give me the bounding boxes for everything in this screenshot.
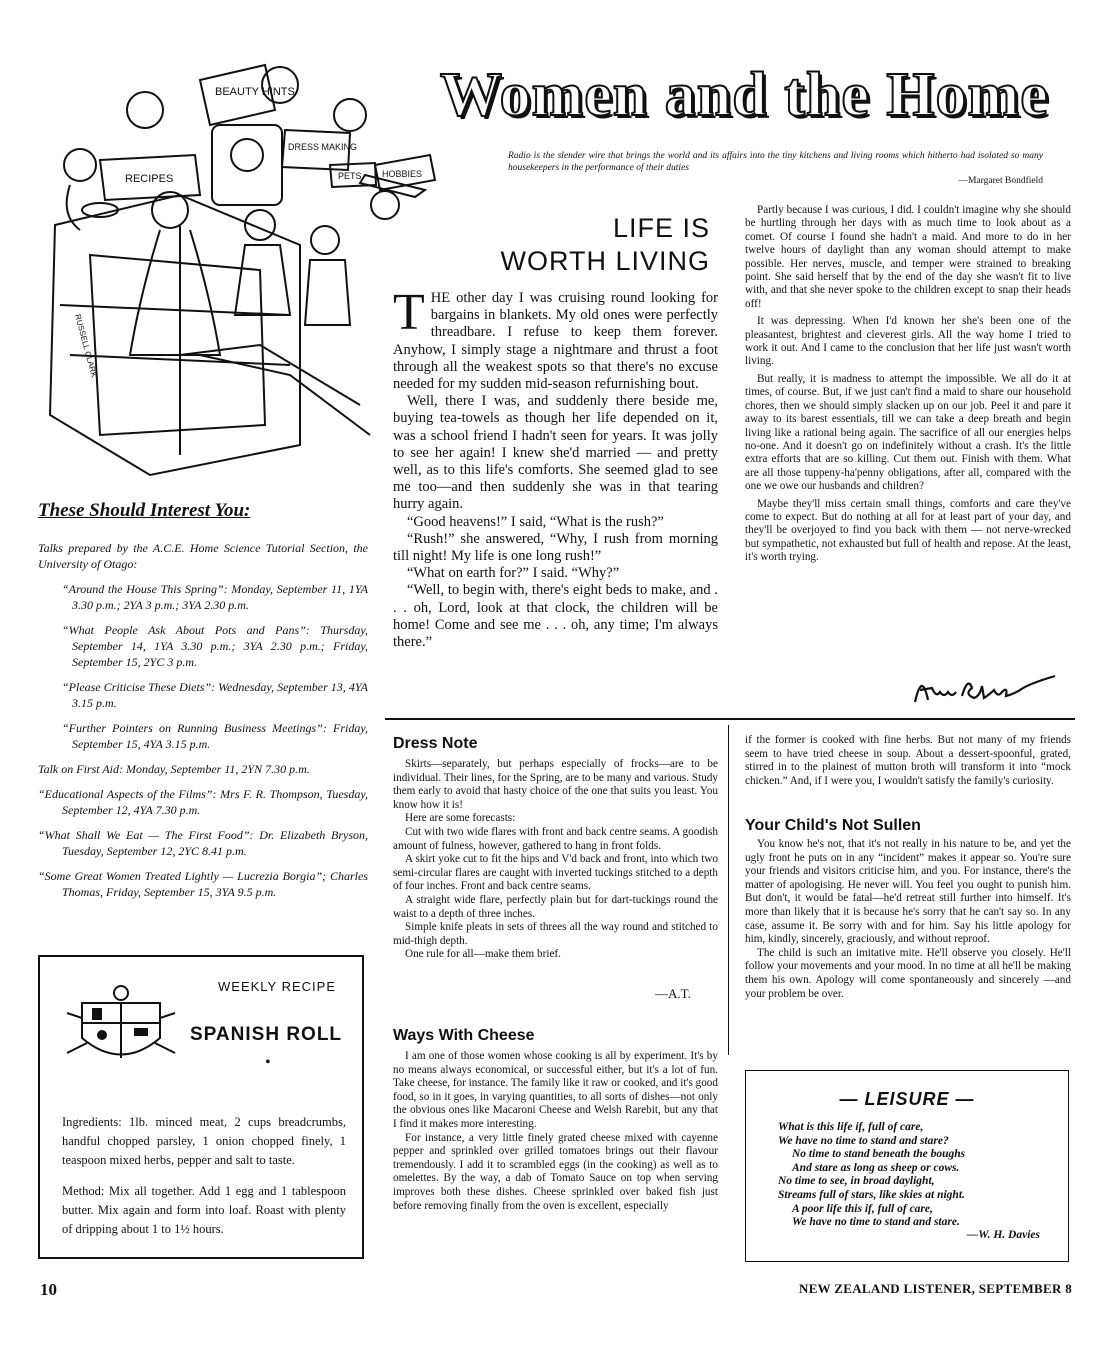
quote-attribution: —Margaret Bondfield xyxy=(958,176,1043,186)
author-signature xyxy=(910,666,1060,710)
talk-item: “Further Pointers on Running Business Meetings”: Friday, September 15, 4YA 3.15 p.m. xyxy=(62,721,368,751)
article-title-line: WORTH LIVING xyxy=(500,246,710,276)
illus-label-pets: PETS xyxy=(338,171,362,181)
cheese-heading: Ways With Cheese xyxy=(393,1027,535,1044)
poem-line: We have no time to stand and stare? xyxy=(778,1134,949,1147)
dress-paragraph: Cut with two wide flares with front and back centre seams. A goodish amount of fulness, however, gathered to hang in front folds. xyxy=(393,825,718,852)
article-body xyxy=(393,284,718,651)
leisure-poem-box xyxy=(745,1070,1069,1262)
article-title-line: LIFE IS xyxy=(612,213,710,243)
talk-item: “What Shall We Eat — The First Food”: Dr. Elizabeth Bryson, Tuesday, September 12, 2YC 8.41 p.m. xyxy=(38,828,368,858)
dress-paragraph: Skirts—separately, but perhaps especially of frocks—are to be individual. Their lines, for the Spring, are to be many and various. Study them early to avoid that hasty choice of the one that suits you least. You know how it is! xyxy=(393,758,718,811)
talk-item: “Some Great Women Treated Lightly — Lucrezia Borgia”; Charles Thomas, Friday, September 15, 3YA 9.5 p.m. xyxy=(38,869,368,899)
illus-artist: RUSSELL CLARK xyxy=(73,313,99,379)
cheese-paragraph: For instance, a very little finely grated cheese mixed with cayenne pepper and sprinkled over grilled tomatoes brings out their flavour tremendously. I add it to scrambled eggs (in the cooking) as well as to omelettes. By the way, a dab of Tomato Sauce on top when serving improves both these dishes. Cheese sprinkled over baked fish just before removing finally from the oven is excellent, especially xyxy=(393,1131,718,1212)
article-continued xyxy=(745,204,1071,569)
recipe-label: WEEKLY RECIPE xyxy=(218,979,336,994)
article-paragraph-text: HE other day I was cruising round looking for bargains in blankets. My old ones were perfectly threadbare. I refuse to keep them forever. Anyhow, I simply stage a nightmare and thrust a foot through all the weakest spots so that there's no excuse needed for my sudden mid-season refurnishing bout. xyxy=(393,290,718,393)
recipe-method: Method: Mix all together. Add 1 egg and 1 tablespoon butter. Mix again and form into loaf. Roast with plenty of dripping about 1 to 1½ hours. xyxy=(62,1184,346,1236)
section-divider xyxy=(385,718,1075,720)
recipe-ingredients: Ingredients: 1lb. minced meat, 2 cups breadcrumbs, handful chopped parsley, 1 onion chopped finely, 1 teaspoon mixed herbs, pepper and salt to taste. xyxy=(62,1115,346,1167)
poem-line: Streams full of stars, like skies at night. xyxy=(778,1188,965,1201)
dress-note-author: —A.T. xyxy=(655,986,691,1001)
article-paragraph: “Well, to begin with, there's eight beds to make, and . . . oh, Lord, look at that clock, the children will be home! Come and see me . . . oh, any time; I'm always there.” xyxy=(393,582,718,651)
illus-label-hobbies: HOBBIES xyxy=(382,169,423,179)
dress-note-heading: Dress Note xyxy=(393,735,478,752)
talk-item: “What People Ask About Pots and Pans”: Thursday, September 14, 1YA 3.30 p.m.; 3YA 2.30 p.m.; Friday, September 15, 2YC 3 p.m. xyxy=(62,623,368,669)
child-paragraph: The child is such an imitative mite. He'll observe you closely. He'll follow your movements and your mood. In no time at all he'll be making them his own. Apology will come spontaneously and sincerely —and your problem be over. xyxy=(745,946,1071,1000)
interest-heading: These Should Interest You: xyxy=(38,500,251,521)
recipe-name: SPANISH ROLL xyxy=(190,1024,343,1045)
article-paragraph: “Rush!” she answered, “Why, I rush from morning till night! My life is one long rush!” xyxy=(393,530,718,565)
poem-line: A poor life this if, full of care, xyxy=(792,1202,933,1215)
poem-line: No time to stand beneath the boughs xyxy=(792,1148,966,1161)
page-title: Women and the Home xyxy=(440,61,1049,129)
recipe-dot: • xyxy=(265,1054,271,1071)
dress-paragraph: One rule for all—make them brief. xyxy=(405,948,561,961)
article-paragraph: Maybe they'll miss certain small things, comforts and care they've come to expect. But do nothing at all for at least part of your day, and they'll be overjoyed to find you back with them — not nerve-wrecked but sympathetic, not exhausted but full of health and repose. At the least, it's worth trying. xyxy=(745,497,1071,564)
cheese-continued: if the former is cooked with fine herbs. But not many of my friends seem to have tried cheese in soup. About a dessert-spoonful, grated, stirred in to the plainest of mutton broth will transform it into “mock chicken.” And, if I were you, I wouldn't satisfy the family's curiosity. xyxy=(745,734,1071,787)
article-paragraph: “Good heavens!” I said, “What is the rush?” xyxy=(407,513,664,530)
talks-intro: Talks prepared by the A.C.E. Home Science Tutorial Section, the University of Otago: xyxy=(38,541,368,571)
dress-paragraph: A straight wide flare, perfectly plain but for dart-tuckings round the waist to a depth of three inches. xyxy=(393,893,718,920)
dress-paragraph: Here are some forecasts: xyxy=(405,812,516,825)
illus-label-recipes: RECIPES xyxy=(125,173,174,185)
poem-line: We have no time to stand and stare. xyxy=(792,1216,960,1229)
poem-line: No time to see, in broad daylight, xyxy=(778,1175,935,1188)
kitchen-crest-icon xyxy=(62,983,180,1073)
article-title xyxy=(500,212,710,278)
drop-cap: T xyxy=(393,284,425,341)
cheese-paragraph: I am one of those women whose cooking is all by experiment. It's by no means always economical, or successful either, but it's a lot of fun. Take cheese, for instance. The family like it raw or cooked, and it's good food, so in it goes, in varying quantities, to all sorts of dishes—not only the obvious ones like Macaroni Cheese and Welsh Rarebit, but any that I find it makes more interesting. xyxy=(393,1050,718,1130)
dress-note-body xyxy=(393,758,718,962)
child-body xyxy=(745,838,1071,1001)
talk-item: “Please Criticise These Diets”: Wednesday, September 13, 4YA 3.15 p.m. xyxy=(62,680,368,710)
talk-item: “Educational Aspects of the Films”: Mrs F. R. Thompson, Tuesday, September 12, 4YA 7.30 p.m. xyxy=(38,787,368,817)
poem-line: What is this life if, full of care, xyxy=(778,1121,924,1133)
masthead-quote: Radio is the slender wire that brings the world and its affairs into the tiny kitchens and living rooms which hitherto had isolated so many housekeepers in the performance of their duties xyxy=(508,151,1043,173)
article-paragraph: It was depressing. When I'd known her she's been one of the pleasantest, brightest and cleverest girls. All the way home I tried to work it out. And I came to the conclusion that her life just wasn't worth living. xyxy=(745,315,1071,368)
poem-title: — LEISURE — xyxy=(839,1089,975,1109)
article-paragraph: Well, there I was, and suddenly there beside me, buying tea-towels as though her life depended on it, was a school friend I hadn't seen for years. It was jolly to see her again! I knew she'd married — and pretty well, as to this life's comforts. She seemed glad to see me too—and then suddenly she was in that tearing hurry again. xyxy=(393,393,718,513)
talk-item: Talk on First Aid: Monday, September 11, 2YN 7.30 p.m. xyxy=(38,762,310,776)
illus-label-dress: DRESS MAKING xyxy=(288,142,358,152)
article-paragraph: “What on earth for?” I said. “Why?” xyxy=(407,565,620,582)
poem-line: And stare as long as sheep or cows. xyxy=(792,1161,960,1174)
publication-footer: NEW ZEALAND LISTENER, SEPTEMBER 8 xyxy=(799,1281,1072,1296)
article-paragraph xyxy=(393,284,718,393)
column-rule xyxy=(728,725,729,1055)
poem-text xyxy=(778,1121,1058,1230)
article-paragraph: But really, it is madness to attempt the impossible. We all do it at times, of course. But, if we just can't find a maid to share our household chores, then we should simply slacken up on our job. Peel it and pare it away to its barest essentials, till we can take a deep breath and begin living like a rational being again. The sacrifice of all our energies helps no-one. And it doesn't go on indefinitely without a crash. It's the little extra efforts that are so killing. Cut them out. Finish with them. What are all those tuppeny-ha'penny obligations, after all, compared with the one we owe our husbands and children? xyxy=(745,372,1071,493)
dress-paragraph: Simple knife pleats in sets of threes all the way round and stitched to mid-thigh depth. xyxy=(393,921,718,947)
poem-attribution: —W. H. Davies xyxy=(966,1229,1040,1241)
article-paragraph: Partly because I was curious, I did. I couldn't imagine why she should be hurtling through her days with as much time to look about as a comet. Of course I found she hadn't a maid. And more to do in her twelve hours of daylight than any woman should attempt to make possible. Her nerves, muscle, and temper were strained to breaking point. She said herself that by the end of the day she wasn't fit to live with, and that she never spoke to the children except to snap their heads off! xyxy=(745,204,1071,310)
talks-list xyxy=(38,540,368,909)
talk-item: “Around the House This Spring”: Monday, September 11, 1YA 3.30 p.m.; 2YA 3 p.m.; 3YA 2.30 p.m. xyxy=(62,582,368,612)
page-number: 10 xyxy=(40,1280,57,1299)
child-heading: Your Child's Not Sullen xyxy=(745,817,921,834)
dress-paragraph: A skirt yoke cut to fit the hips and V'd back and front, into which two semi-circular flares are caught with inverted tuckings stitched to a depth of four inches. Front and back centre seams. xyxy=(393,853,718,893)
illus-label-beauty: BEAUTY HINTS xyxy=(215,86,295,98)
weekly-recipe-box xyxy=(38,955,364,1259)
cheese-body xyxy=(393,1050,718,1213)
child-paragraph: You know he's not, that it's not really in his nature to be, and yet the ugly front he puts on in any “incident” makes it appear so. You're sure your friends and visitors criticise him, and you. For instance, there's the matter of apologising. He never will. You feel you ought to punish him. But don't, it would be fatal—he'd retreat still further into himself. It's more than likely that it is because he's sorry that he can't say so. In any case, assume it. Be sorry with and for him. Say his little apology for him, kindly, sincerely, graciously, and without reproof. xyxy=(745,838,1071,946)
